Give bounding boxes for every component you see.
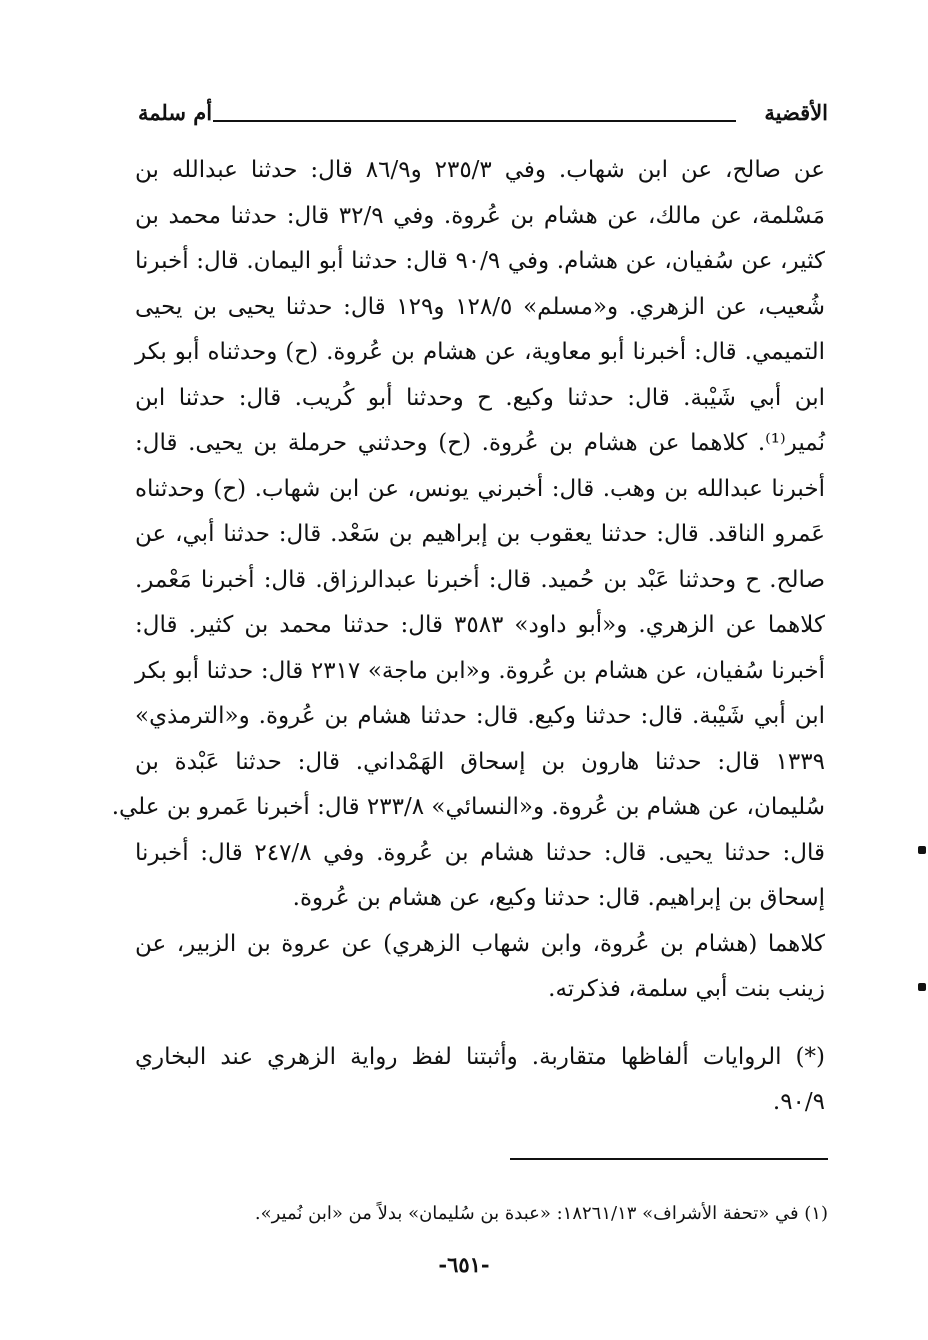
text-line: ٩٠/٩. (772, 1089, 825, 1115)
text-line: (*) الروايات ألفاظها متقاربة. وأثبتنا لفظ رواية الزهري عند البخاري (135, 1043, 825, 1070)
paragraph-sources (111, 148, 826, 922)
margin-mark (918, 846, 926, 854)
paragraph-note (135, 1035, 825, 1126)
header-rule (213, 120, 736, 122)
section-title: أم سلمة (138, 100, 213, 125)
text-line: صالح. ح وحدثنا عَبْد بن حُميد. قال: أخبرنا عبدالرزاق. قال: أخبرنا مَعْمر. (135, 566, 825, 593)
text-line: ١٣٣٩ قال: حدثنا هارون بن إسحاق الهَمْداني. قال: حدثنا عَبْدة بن (135, 748, 825, 775)
text-line: زينب بنت أبي سلمة، فذكرته. (548, 976, 825, 1002)
text-line: قال: حدثنا يحيى. قال: حدثنا هشام بن عُروة. وفي ٢٤٧/٨ قال: أخبرنا (135, 839, 826, 866)
footnote: (١) في «تحفة الأشراف» ١٨٢٦١/١٣: «عبدة بن سُليمان» بدلاً من «ابن نُمير». (254, 1203, 828, 1224)
text-line: ابن أبي شَيْبة. قال: حدثنا وكيع. قال: حدثنا هشام بن عُروة. و«الترمذي» (135, 703, 825, 729)
text-line: مَسْلمة، عن مالك، عن هشام بن عُروة. وفي ٣٢/٩ قال: حدثنا محمد بن (135, 202, 826, 229)
text-line: كثير، عن سُفيان، عن هشام. وفي ٩٠/٩ قال: حدثنا أبو اليمان. قال: أخبرنا (135, 248, 825, 274)
text-line: عن صالح، عن ابن شهاب. وفي ٢٣٥/٣ و٨٦/٩ قال: حدثنا عبدالله بن (135, 157, 826, 183)
paragraph-chain (135, 922, 825, 1013)
text-line: نُمير⁽¹⁾. كلاهما عن هشام بن عُروة. (ح) وحدثني حرملة بن يحيى. قال: (135, 430, 825, 456)
main-text (111, 148, 826, 1126)
chapter-title: الأقضية (764, 100, 828, 125)
text-line: سُليمان، عن هشام بن عُروة. و«النسائي» ٢٣٣/٨ قال: أخبرنا عَمرو بن علي. (111, 794, 825, 820)
page-number: -٦٥١- (438, 1252, 490, 1277)
text-line: كلاهما عن الزهري. و«أبو داود» ٣٥٨٣ قال: حدثنا محمد بن كثير. قال: (135, 612, 825, 638)
text-line: ابن أبي شَيْبة. قال: حدثنا وكيع. ح وحدثنا أبو كُريب. قال: حدثنا ابن (135, 384, 825, 411)
text-line: شُعيب، عن الزهري. و«مسلم» ١٢٨/٥ و١٢٩ قال: حدثنا يحيى بن يحيى (135, 293, 825, 320)
footnote-rule (510, 1158, 828, 1160)
text-line: إسحاق بن إبراهيم. قال: حدثنا وكيع، عن هشام بن عُروة. (292, 885, 825, 911)
text-line: عَمرو الناقد. قال: حدثنا يعقوب بن إبراهيم بن سَعْد. قال: حدثنا أبي، عن (135, 521, 825, 547)
text-line: التميمي. قال: أخبرنا أبو معاوية، عن هشام بن عُروة. (ح) وحدثناه أبو بكر (135, 339, 825, 365)
text-line: كلاهما (هشام بن عُروة، وابن شهاب الزهري) عن عروة بن الزبير، عن (135, 930, 825, 957)
margin-mark (918, 983, 926, 991)
running-header (138, 100, 828, 136)
text-line: أخبرنا عبدالله بن وهب. قال: أخبرني يونس، عن ابن شهاب. (ح) وحدثناه (135, 475, 825, 502)
text-line: أخبرنا سُفيان، عن هشام بن عُروة. و«ابن ماجة» ٢٣١٧ قال: حدثنا أبو بكر (135, 657, 825, 684)
